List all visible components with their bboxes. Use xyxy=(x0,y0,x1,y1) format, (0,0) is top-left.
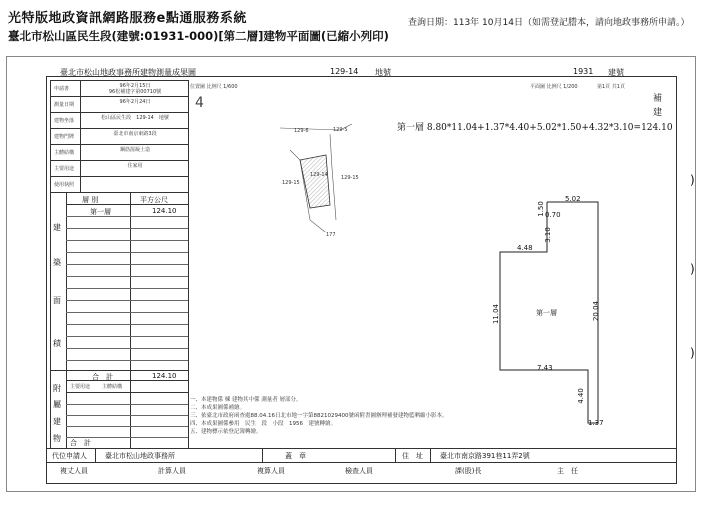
info-label: 建物坐落 xyxy=(54,118,75,124)
area-row-value: 124.10 xyxy=(152,207,177,215)
seal-label: 蓋 章 xyxy=(285,452,306,460)
lot-129-5: 129-5 xyxy=(333,127,348,133)
info-value: 臺北市南京東路3段 xyxy=(113,131,157,137)
dim-1-50: 1.50 xyxy=(536,201,545,217)
dim-1-37: 1.37 xyxy=(588,419,604,427)
site-map-scale: 位置圖 比例尺 1/600 xyxy=(190,84,238,90)
info-label: 申請書 xyxy=(54,86,70,92)
dim-20-04: 20.04 xyxy=(592,300,601,322)
address-label: 住 址 xyxy=(402,452,423,460)
info-label: 主體結構 xyxy=(54,150,75,156)
page-title: 光特版地政資訊網路服務e點通服務系統 xyxy=(8,11,247,26)
plan-number-char: 4 xyxy=(195,95,204,111)
dim-11-04: 11.04 xyxy=(492,303,501,325)
edge-mark-2: ) xyxy=(690,262,695,276)
agent-label: 代位申請人 xyxy=(52,452,87,460)
lot-129-15-right: 129-15 xyxy=(341,175,359,181)
area-col-floor: 層 別 xyxy=(82,196,99,204)
note-item: 三、依臺北市政府函查處88.04.16日北市地一字第8821029400號函附書圖辦理補發建物藍晒縮小影本。 xyxy=(190,413,448,419)
query-date: 查詢日期：113年 10月14日（如需登記謄本，請向地政事務所申請。） xyxy=(408,18,690,28)
area-total-label: 合 計 xyxy=(92,373,113,381)
vlabel-jian: 建 xyxy=(53,223,61,232)
office-title: 臺北市松山地政事務所建物測量成果圖 xyxy=(60,68,196,77)
role-section-chief: 課(股)長 xyxy=(455,467,482,475)
edge-mark-1: ) xyxy=(690,173,695,187)
vlabel-wu: 物 xyxy=(53,434,61,443)
note-item: 五、建物標示依登記簿轉繪。 xyxy=(190,429,262,435)
vlabel-fu: 附 xyxy=(53,384,61,393)
vlabel-shu: 屬 xyxy=(53,400,61,409)
info-label: 使用執照 xyxy=(54,182,75,188)
agent-value: 臺北市松山地政事務所 xyxy=(105,452,175,460)
info-value: 鋼筋混凝土造 xyxy=(119,147,150,153)
info-value: 96年2月24日 xyxy=(119,99,151,105)
lot-129-14: 129-14 xyxy=(310,172,328,178)
area-col-sqm: 平方公尺 xyxy=(140,196,168,204)
info-value: 松山區民生段 129-14 地號 xyxy=(101,115,169,121)
lot-129-15-left: 129-15 xyxy=(282,180,300,186)
building-label: 建號 xyxy=(608,68,624,77)
vlabel-ji: 積 xyxy=(53,339,61,348)
lot-177: 177 xyxy=(326,232,336,238)
vlabel-jian2: 建 xyxy=(53,417,61,426)
dim-7-43: 7.43 xyxy=(537,364,553,372)
note-item: 二、本成果圖係補繪。 xyxy=(190,405,246,411)
role-calculator: 計算人員 xyxy=(158,467,186,475)
role-director: 主 任 xyxy=(557,467,578,475)
info-value: 住家用 xyxy=(127,163,143,169)
role-rechecker: 複算人員 xyxy=(257,467,285,475)
dim-3-10: 3.10 xyxy=(543,227,552,243)
right-vertical-label: 補建 xyxy=(653,94,663,118)
sheet-page: 第1頁 共1頁 xyxy=(597,84,625,90)
role-inspector: 檢查人員 xyxy=(345,467,373,475)
attached-head-structure: 主體結構 xyxy=(102,384,123,390)
floor-plan-scale: 平面圖 比例尺 1/200 xyxy=(530,84,578,90)
info-label: 主要用途 xyxy=(54,166,75,172)
area-total-value: 124.10 xyxy=(152,372,177,380)
dim-5-02: 5.02 xyxy=(565,195,581,203)
dim-0-70: 0.70 xyxy=(545,211,561,219)
attached-total-label: 合 計 xyxy=(70,439,91,447)
room-label-first-floor: 第一層 xyxy=(536,309,557,317)
dim-4-48: 4.48 xyxy=(517,244,533,252)
page-subtitle: 臺北市松山區民生段(建號:01931-000)[第二層]建物平面圖(已縮小列印) xyxy=(8,29,389,43)
lot-number: 129-14 xyxy=(330,67,359,76)
vlabel-mian: 面 xyxy=(53,296,61,305)
attached-head-use: 主要用途 xyxy=(70,384,91,390)
building-number: 1931 xyxy=(573,67,594,76)
vlabel-zhu: 築 xyxy=(53,258,61,267)
edge-mark-3: ) xyxy=(690,346,695,360)
info-label: 測量日期 xyxy=(54,102,75,108)
lot-129-6: 129-6 xyxy=(294,128,309,134)
address-value: 臺北市南京路391巷11弄2號 xyxy=(440,452,530,460)
note-item: 一、本建物係 棟 建物其中係 測量者 層部分。 xyxy=(190,397,302,403)
area-row-floor: 第一層 xyxy=(90,208,111,216)
info-label: 建物門牌 xyxy=(54,134,75,140)
role-surveyor: 複丈人員 xyxy=(60,467,88,475)
dim-4-40: 4.40 xyxy=(576,388,585,404)
lot-label: 地號 xyxy=(375,68,391,77)
note-item: 四、本成果圖係參用 民生 段 小段 1956 建號轉繪。 xyxy=(190,421,336,427)
info-value: 96年2月15日 96松補建字第00710號 xyxy=(108,83,162,95)
area-formula: 第一層 8.80*11.04+1.37*4.40+5.02*1.50+4.32*3.10=124.10 xyxy=(397,123,673,133)
